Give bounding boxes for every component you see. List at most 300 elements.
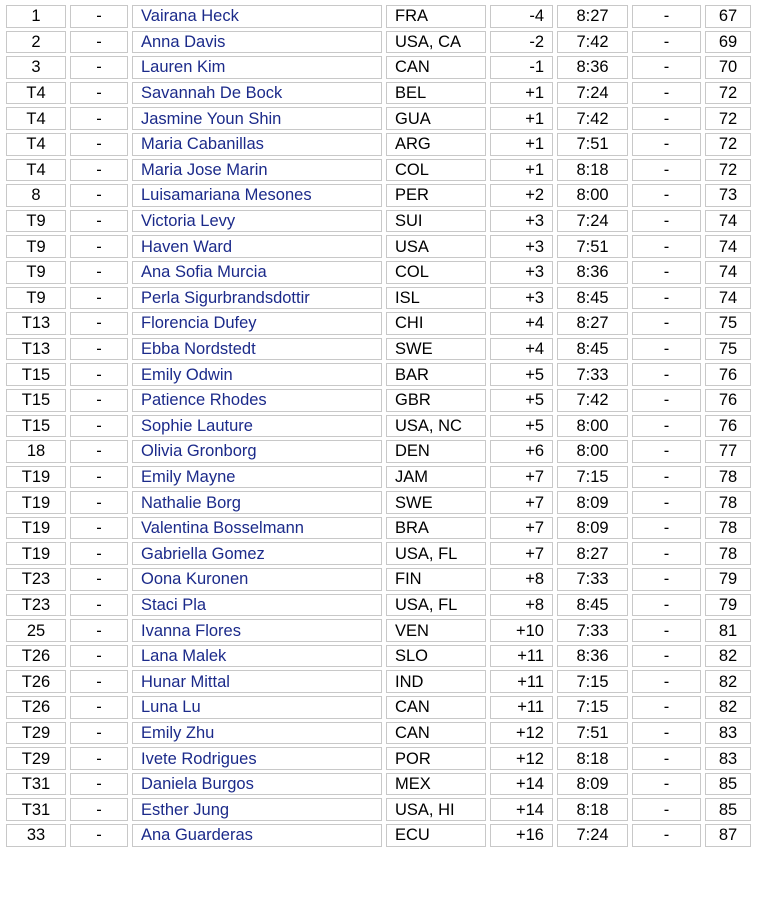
player-name-link[interactable]: Luna Lu bbox=[141, 698, 201, 717]
round-placeholder-cell: - bbox=[70, 5, 128, 28]
table-row bbox=[6, 312, 751, 335]
table-row bbox=[6, 568, 751, 591]
player-name-cell bbox=[132, 670, 382, 693]
to-par-cell: +7 bbox=[490, 517, 553, 540]
country-cell: USA, HI bbox=[386, 798, 486, 821]
table-row bbox=[6, 670, 751, 693]
position-cell: T15 bbox=[6, 415, 66, 438]
position-cell: 3 bbox=[6, 56, 66, 79]
position-cell: T19 bbox=[6, 542, 66, 565]
thru-placeholder-cell: - bbox=[632, 542, 701, 565]
player-name-cell bbox=[132, 133, 382, 156]
position-cell: T4 bbox=[6, 107, 66, 130]
total-score-cell: 76 bbox=[705, 415, 751, 438]
player-name-cell bbox=[132, 82, 382, 105]
tee-time-cell: 8:18 bbox=[557, 159, 628, 182]
country-cell: CAN bbox=[386, 722, 486, 745]
total-score-cell: 83 bbox=[705, 722, 751, 745]
table-row bbox=[6, 619, 751, 642]
total-score-cell: 78 bbox=[705, 491, 751, 514]
country-cell: VEN bbox=[386, 619, 486, 642]
thru-placeholder-cell: - bbox=[632, 773, 701, 796]
round-placeholder-cell: - bbox=[70, 389, 128, 412]
tee-time-cell: 7:24 bbox=[557, 824, 628, 847]
player-name-link[interactable]: Florencia Dufey bbox=[141, 314, 257, 333]
total-score-cell: 78 bbox=[705, 517, 751, 540]
round-placeholder-cell: - bbox=[70, 670, 128, 693]
position-cell: T9 bbox=[6, 235, 66, 258]
country-cell: ARG bbox=[386, 133, 486, 156]
to-par-cell: -1 bbox=[490, 56, 553, 79]
country-cell: SWE bbox=[386, 491, 486, 514]
player-name-cell bbox=[132, 312, 382, 335]
thru-placeholder-cell: - bbox=[632, 798, 701, 821]
position-cell: T19 bbox=[6, 517, 66, 540]
total-score-cell: 83 bbox=[705, 747, 751, 770]
round-placeholder-cell: - bbox=[70, 773, 128, 796]
table-row bbox=[6, 415, 751, 438]
player-name-link[interactable]: Esther Jung bbox=[141, 800, 230, 819]
thru-placeholder-cell: - bbox=[632, 722, 701, 745]
tee-time-cell: 8:00 bbox=[557, 184, 628, 207]
thru-placeholder-cell: - bbox=[632, 5, 701, 28]
player-name-link[interactable]: Emily Odwin bbox=[141, 365, 233, 384]
player-name-cell bbox=[132, 107, 382, 130]
tee-time-cell: 7:42 bbox=[557, 389, 628, 412]
round-placeholder-cell: - bbox=[70, 645, 128, 668]
tee-time-cell: 7:33 bbox=[557, 363, 628, 386]
player-name-link[interactable]: Lana Malek bbox=[141, 647, 227, 666]
to-par-cell: +5 bbox=[490, 389, 553, 412]
leaderboard-body bbox=[6, 5, 751, 847]
player-name-cell bbox=[132, 31, 382, 54]
player-name-link[interactable]: Maria Cabanillas bbox=[141, 135, 264, 154]
table-row bbox=[6, 159, 751, 182]
country-cell: JAM bbox=[386, 466, 486, 489]
tee-time-cell: 8:09 bbox=[557, 517, 628, 540]
tee-time-cell: 7:33 bbox=[557, 568, 628, 591]
thru-placeholder-cell: - bbox=[632, 389, 701, 412]
round-placeholder-cell: - bbox=[70, 824, 128, 847]
thru-placeholder-cell: - bbox=[632, 517, 701, 540]
player-name-cell bbox=[132, 747, 382, 770]
player-name-cell bbox=[132, 159, 382, 182]
position-cell: 25 bbox=[6, 619, 66, 642]
country-cell: ISL bbox=[386, 287, 486, 310]
thru-placeholder-cell: - bbox=[632, 287, 701, 310]
round-placeholder-cell: - bbox=[70, 798, 128, 821]
total-score-cell: 78 bbox=[705, 466, 751, 489]
to-par-cell: +3 bbox=[490, 261, 553, 284]
total-score-cell: 78 bbox=[705, 542, 751, 565]
tee-time-cell: 7:33 bbox=[557, 619, 628, 642]
round-placeholder-cell: - bbox=[70, 133, 128, 156]
position-cell: 1 bbox=[6, 5, 66, 28]
position-cell: T26 bbox=[6, 645, 66, 668]
to-par-cell: +8 bbox=[490, 568, 553, 591]
player-name-cell bbox=[132, 466, 382, 489]
thru-placeholder-cell: - bbox=[632, 415, 701, 438]
country-cell: USA, FL bbox=[386, 542, 486, 565]
to-par-cell: +1 bbox=[490, 82, 553, 105]
round-placeholder-cell: - bbox=[70, 287, 128, 310]
player-name-cell bbox=[132, 261, 382, 284]
to-par-cell: +12 bbox=[490, 747, 553, 770]
position-cell: T31 bbox=[6, 773, 66, 796]
tee-time-cell: 8:00 bbox=[557, 440, 628, 463]
total-score-cell: 82 bbox=[705, 645, 751, 668]
player-name-link[interactable]: Ivanna Flores bbox=[141, 621, 241, 640]
total-score-cell: 73 bbox=[705, 184, 751, 207]
total-score-cell: 69 bbox=[705, 31, 751, 54]
table-row bbox=[6, 491, 751, 514]
player-name-link[interactable]: Ana Guarderas bbox=[141, 826, 253, 845]
tee-time-cell: 7:51 bbox=[557, 133, 628, 156]
thru-placeholder-cell: - bbox=[632, 235, 701, 258]
tee-time-cell: 8:36 bbox=[557, 261, 628, 284]
player-name-cell bbox=[132, 696, 382, 719]
country-cell: GBR bbox=[386, 389, 486, 412]
round-placeholder-cell: - bbox=[70, 722, 128, 745]
tee-time-cell: 7:15 bbox=[557, 466, 628, 489]
tee-time-cell: 8:09 bbox=[557, 773, 628, 796]
total-score-cell: 77 bbox=[705, 440, 751, 463]
player-name-link[interactable]: Luisamariana Mesones bbox=[141, 186, 312, 205]
to-par-cell: +12 bbox=[490, 722, 553, 745]
to-par-cell: +5 bbox=[490, 415, 553, 438]
country-cell: BRA bbox=[386, 517, 486, 540]
country-cell: USA, NC bbox=[386, 415, 486, 438]
tee-time-cell: 8:27 bbox=[557, 312, 628, 335]
table-row bbox=[6, 722, 751, 745]
position-cell: 8 bbox=[6, 184, 66, 207]
total-score-cell: 75 bbox=[705, 338, 751, 361]
tee-time-cell: 8:18 bbox=[557, 747, 628, 770]
total-score-cell: 74 bbox=[705, 235, 751, 258]
thru-placeholder-cell: - bbox=[632, 466, 701, 489]
player-name-cell bbox=[132, 363, 382, 386]
player-name-cell bbox=[132, 235, 382, 258]
table-row bbox=[6, 261, 751, 284]
player-name-link[interactable]: Victoria Levy bbox=[141, 212, 236, 231]
to-par-cell: +4 bbox=[490, 312, 553, 335]
tee-time-cell: 7:24 bbox=[557, 82, 628, 105]
player-name-cell bbox=[132, 440, 382, 463]
player-name-cell bbox=[132, 722, 382, 745]
total-score-cell: 82 bbox=[705, 696, 751, 719]
country-cell: USA, FL bbox=[386, 594, 486, 617]
position-cell: T15 bbox=[6, 389, 66, 412]
position-cell: T4 bbox=[6, 133, 66, 156]
position-cell: 2 bbox=[6, 31, 66, 54]
to-par-cell: +11 bbox=[490, 645, 553, 668]
to-par-cell: +2 bbox=[490, 184, 553, 207]
total-score-cell: 85 bbox=[705, 773, 751, 796]
to-par-cell: +14 bbox=[490, 798, 553, 821]
total-score-cell: 74 bbox=[705, 287, 751, 310]
tee-time-cell: 8:36 bbox=[557, 56, 628, 79]
total-score-cell: 79 bbox=[705, 568, 751, 591]
player-name-cell bbox=[132, 798, 382, 821]
position-cell: T29 bbox=[6, 722, 66, 745]
thru-placeholder-cell: - bbox=[632, 312, 701, 335]
player-name-link[interactable]: Daniela Burgos bbox=[141, 775, 254, 794]
thru-placeholder-cell: - bbox=[632, 82, 701, 105]
player-name-cell bbox=[132, 773, 382, 796]
thru-placeholder-cell: - bbox=[632, 363, 701, 386]
tee-time-cell: 8:18 bbox=[557, 798, 628, 821]
country-cell: CHI bbox=[386, 312, 486, 335]
player-name-link[interactable]: Emily Mayne bbox=[141, 467, 236, 486]
country-cell: POR bbox=[386, 747, 486, 770]
table-row bbox=[6, 440, 751, 463]
to-par-cell: +3 bbox=[490, 210, 553, 233]
to-par-cell: +11 bbox=[490, 696, 553, 719]
position-cell: T23 bbox=[6, 594, 66, 617]
to-par-cell: +4 bbox=[490, 338, 553, 361]
country-cell: SWE bbox=[386, 338, 486, 361]
table-row bbox=[6, 338, 751, 361]
thru-placeholder-cell: - bbox=[632, 440, 701, 463]
position-cell: T9 bbox=[6, 261, 66, 284]
player-name-cell bbox=[132, 568, 382, 591]
tee-time-cell: 8:36 bbox=[557, 645, 628, 668]
round-placeholder-cell: - bbox=[70, 568, 128, 591]
thru-placeholder-cell: - bbox=[632, 747, 701, 770]
tee-time-cell: 7:15 bbox=[557, 670, 628, 693]
position-cell: T13 bbox=[6, 338, 66, 361]
position-cell: T26 bbox=[6, 670, 66, 693]
player-name-link[interactable]: Staci Pla bbox=[141, 595, 207, 614]
round-placeholder-cell: - bbox=[70, 440, 128, 463]
to-par-cell: +11 bbox=[490, 670, 553, 693]
player-name-link[interactable]: Lauren Kim bbox=[141, 58, 226, 77]
total-score-cell: 72 bbox=[705, 133, 751, 156]
round-placeholder-cell: - bbox=[70, 517, 128, 540]
table-row bbox=[6, 773, 751, 796]
country-cell: FIN bbox=[386, 568, 486, 591]
total-score-cell: 82 bbox=[705, 670, 751, 693]
round-placeholder-cell: - bbox=[70, 235, 128, 258]
table-row bbox=[6, 466, 751, 489]
to-par-cell: +1 bbox=[490, 133, 553, 156]
player-name-cell bbox=[132, 338, 382, 361]
player-name-link[interactable]: Anna Davis bbox=[141, 32, 226, 51]
total-score-cell: 70 bbox=[705, 56, 751, 79]
table-row bbox=[6, 184, 751, 207]
player-name-cell bbox=[132, 5, 382, 28]
tee-time-cell: 8:09 bbox=[557, 491, 628, 514]
total-score-cell: 87 bbox=[705, 824, 751, 847]
player-name-cell bbox=[132, 491, 382, 514]
table-row bbox=[6, 389, 751, 412]
country-cell: SLO bbox=[386, 645, 486, 668]
thru-placeholder-cell: - bbox=[632, 159, 701, 182]
player-name-link[interactable]: Valentina Bosselmann bbox=[141, 519, 304, 538]
tee-time-cell: 8:45 bbox=[557, 287, 628, 310]
thru-placeholder-cell: - bbox=[632, 261, 701, 284]
to-par-cell: +10 bbox=[490, 619, 553, 642]
table-row bbox=[6, 696, 751, 719]
country-cell: GUA bbox=[386, 107, 486, 130]
total-score-cell: 79 bbox=[705, 594, 751, 617]
round-placeholder-cell: - bbox=[70, 56, 128, 79]
tee-time-cell: 7:42 bbox=[557, 31, 628, 54]
player-name-link[interactable]: Sophie Lauture bbox=[141, 416, 253, 435]
to-par-cell: +8 bbox=[490, 594, 553, 617]
player-name-link[interactable]: Ana Sofia Murcia bbox=[141, 263, 267, 282]
thru-placeholder-cell: - bbox=[632, 696, 701, 719]
table-row bbox=[6, 824, 751, 847]
player-name-link[interactable]: Gabriella Gomez bbox=[141, 544, 265, 563]
to-par-cell: +1 bbox=[490, 107, 553, 130]
position-cell: T9 bbox=[6, 210, 66, 233]
table-row bbox=[6, 31, 751, 54]
player-name-cell bbox=[132, 415, 382, 438]
round-placeholder-cell: - bbox=[70, 747, 128, 770]
round-placeholder-cell: - bbox=[70, 261, 128, 284]
tee-time-cell: 8:00 bbox=[557, 415, 628, 438]
position-cell: T19 bbox=[6, 466, 66, 489]
thru-placeholder-cell: - bbox=[632, 133, 701, 156]
player-name-link[interactable]: Haven Ward bbox=[141, 237, 233, 256]
country-cell: CAN bbox=[386, 696, 486, 719]
total-score-cell: 75 bbox=[705, 312, 751, 335]
position-cell: T13 bbox=[6, 312, 66, 335]
total-score-cell: 72 bbox=[705, 159, 751, 182]
tee-time-cell: 7:24 bbox=[557, 210, 628, 233]
table-row bbox=[6, 56, 751, 79]
table-row bbox=[6, 517, 751, 540]
table-row bbox=[6, 363, 751, 386]
thru-placeholder-cell: - bbox=[632, 107, 701, 130]
player-name-cell bbox=[132, 210, 382, 233]
round-placeholder-cell: - bbox=[70, 338, 128, 361]
round-placeholder-cell: - bbox=[70, 594, 128, 617]
player-name-cell bbox=[132, 517, 382, 540]
round-placeholder-cell: - bbox=[70, 542, 128, 565]
to-par-cell: +1 bbox=[490, 159, 553, 182]
position-cell: 18 bbox=[6, 440, 66, 463]
to-par-cell: +5 bbox=[490, 363, 553, 386]
to-par-cell: +7 bbox=[490, 466, 553, 489]
country-cell: DEN bbox=[386, 440, 486, 463]
thru-placeholder-cell: - bbox=[632, 619, 701, 642]
player-name-link[interactable]: Perla Sigurbrandsdottir bbox=[141, 288, 310, 307]
player-name-cell bbox=[132, 824, 382, 847]
position-cell: T9 bbox=[6, 287, 66, 310]
round-placeholder-cell: - bbox=[70, 210, 128, 233]
tee-time-cell: 8:45 bbox=[557, 594, 628, 617]
round-placeholder-cell: - bbox=[70, 107, 128, 130]
to-par-cell: -4 bbox=[490, 5, 553, 28]
table-row bbox=[6, 594, 751, 617]
position-cell: T23 bbox=[6, 568, 66, 591]
total-score-cell: 72 bbox=[705, 82, 751, 105]
to-par-cell: +7 bbox=[490, 491, 553, 514]
position-cell: T19 bbox=[6, 491, 66, 514]
player-name-link[interactable]: Olivia Gronborg bbox=[141, 442, 257, 461]
total-score-cell: 67 bbox=[705, 5, 751, 28]
position-cell: T15 bbox=[6, 363, 66, 386]
table-row bbox=[6, 82, 751, 105]
thru-placeholder-cell: - bbox=[632, 184, 701, 207]
total-score-cell: 74 bbox=[705, 261, 751, 284]
player-name-cell bbox=[132, 645, 382, 668]
to-par-cell: +14 bbox=[490, 773, 553, 796]
round-placeholder-cell: - bbox=[70, 31, 128, 54]
tee-time-cell: 8:27 bbox=[557, 5, 628, 28]
table-row bbox=[6, 107, 751, 130]
country-cell: USA, CA bbox=[386, 31, 486, 54]
to-par-cell: +16 bbox=[490, 824, 553, 847]
table-row bbox=[6, 235, 751, 258]
player-name-link[interactable]: Ivete Rodrigues bbox=[141, 749, 257, 768]
country-cell: PER bbox=[386, 184, 486, 207]
player-name-link[interactable]: Oona Kuronen bbox=[141, 570, 249, 589]
to-par-cell: +7 bbox=[490, 542, 553, 565]
player-name-cell bbox=[132, 56, 382, 79]
to-par-cell: +3 bbox=[490, 235, 553, 258]
table-row bbox=[6, 798, 751, 821]
thru-placeholder-cell: - bbox=[632, 210, 701, 233]
country-cell: ECU bbox=[386, 824, 486, 847]
player-name-link[interactable]: Hunar Mittal bbox=[141, 672, 230, 691]
player-name-link[interactable]: Ebba Nordstedt bbox=[141, 340, 256, 359]
round-placeholder-cell: - bbox=[70, 415, 128, 438]
total-score-cell: 85 bbox=[705, 798, 751, 821]
table-row bbox=[6, 645, 751, 668]
player-name-link[interactable]: Jasmine Youn Shin bbox=[141, 109, 282, 128]
thru-placeholder-cell: - bbox=[632, 338, 701, 361]
total-score-cell: 74 bbox=[705, 210, 751, 233]
country-cell: MEX bbox=[386, 773, 486, 796]
country-cell: USA bbox=[386, 235, 486, 258]
round-placeholder-cell: - bbox=[70, 619, 128, 642]
round-placeholder-cell: - bbox=[70, 184, 128, 207]
round-placeholder-cell: - bbox=[70, 466, 128, 489]
table-row bbox=[6, 747, 751, 770]
round-placeholder-cell: - bbox=[70, 312, 128, 335]
table-row bbox=[6, 133, 751, 156]
total-score-cell: 72 bbox=[705, 107, 751, 130]
position-cell: T29 bbox=[6, 747, 66, 770]
tee-time-cell: 7:15 bbox=[557, 696, 628, 719]
player-name-link[interactable]: Emily Zhu bbox=[141, 723, 215, 742]
player-name-link[interactable]: Savannah De Bock bbox=[141, 84, 283, 103]
player-name-link[interactable]: Nathalie Borg bbox=[141, 493, 241, 512]
round-placeholder-cell: - bbox=[70, 363, 128, 386]
player-name-link[interactable]: Patience Rhodes bbox=[141, 391, 267, 410]
position-cell: T26 bbox=[6, 696, 66, 719]
player-name-cell bbox=[132, 594, 382, 617]
country-cell: SUI bbox=[386, 210, 486, 233]
country-cell: BEL bbox=[386, 82, 486, 105]
player-name-cell bbox=[132, 619, 382, 642]
player-name-link[interactable]: Vairana Heck bbox=[141, 7, 239, 26]
thru-placeholder-cell: - bbox=[632, 824, 701, 847]
player-name-link[interactable]: Maria Jose Marin bbox=[141, 160, 268, 179]
country-cell: FRA bbox=[386, 5, 486, 28]
round-placeholder-cell: - bbox=[70, 491, 128, 514]
total-score-cell: 76 bbox=[705, 363, 751, 386]
player-name-cell bbox=[132, 542, 382, 565]
table-row bbox=[6, 542, 751, 565]
leaderboard-table bbox=[2, 2, 755, 850]
country-cell: BAR bbox=[386, 363, 486, 386]
thru-placeholder-cell: - bbox=[632, 31, 701, 54]
total-score-cell: 81 bbox=[705, 619, 751, 642]
